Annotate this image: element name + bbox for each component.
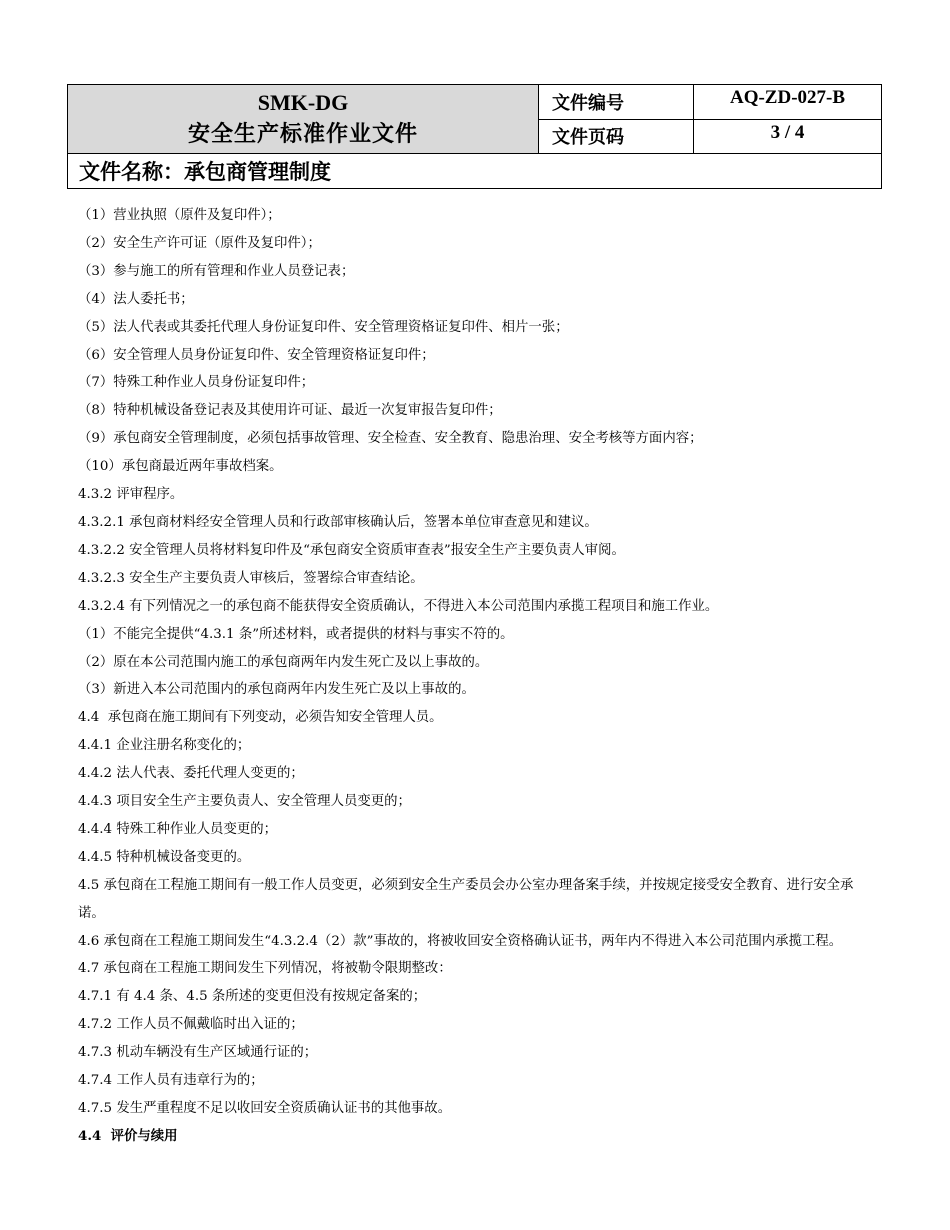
body-line: （1）营业执照（原件及复印件）； [78, 208, 281, 223]
body-line: （9）承包商安全管理制度，必须包括事故管理、安全检查、安全教育、隐患治理、安全考核等方面内容； [78, 431, 703, 447]
section-heading: 4.4 评价与续用 [78, 1127, 178, 1144]
body-line: （2）原在本公司范围内施工的承包商两年内发生死亡及以上事故的。 [78, 654, 489, 670]
body-line: 4.4 承包商在施工期间有下列变动，必须告知安全管理人员。 [78, 710, 443, 726]
body-line: （8）特种机械设备登记表及其使用许可证、最近一次复审报告复印件； [78, 403, 502, 419]
body-line: 4.7.1 有 4.4 条、4.5 条所述的变更但没有按规定备案的； [78, 989, 427, 1005]
doc-number-label: 文件编号 [539, 85, 694, 120]
body-line: 4.3.2 评审程序。 [78, 487, 184, 503]
doc-number-value: AQ-ZD-027-B [694, 85, 882, 120]
body-line: （3）新进入本公司范围内的承包商两年内发生死亡及以上事故的。 [78, 682, 475, 698]
body-line: 4.5 承包商在工程施工期间有一般工作人员变更，必须到安全生产委员会办公室办理备案手续，并按规定接受安全教育、进行安全承诺。 [78, 877, 854, 921]
body-line: 4.3.2.4 有下列情况之一的承包商不能获得安全资质确认，不得进入本公司范围内承揽工程项目和施工作业。 [78, 598, 719, 614]
body-line: （2）安全生产许可证（原件及复印件）； [78, 235, 321, 251]
body-line: （6）安全管理人员身份证复印件、安全管理资格证复印件； [78, 347, 435, 363]
body-line: （7）特殊工种作业人员身份证复印件； [78, 375, 315, 391]
body-line: 4.7 承包商在工程施工期间发生下列情况，将被勒令限期整改： [78, 961, 452, 977]
org-name: SMK-DG [257, 90, 349, 115]
document-header-table [67, 84, 882, 189]
body-line: 4.4.3 项目安全生产主要负责人、安全管理人员变更的； [78, 794, 411, 810]
body-line: 4.4.4 特殊工种作业人员变更的； [78, 821, 278, 837]
body-line: 4.6 承包商在工程施工期间发生“4.3.2.4（2）款”事故的，将被收回安全资格确认证书，两年内不得进入本公司范围内承揽工程。 [78, 933, 843, 949]
body-line: 4.3.2.1 承包商材料经安全管理人员和行政部审核确认后，签署本单位审查意见和建议。 [78, 514, 598, 530]
body-line: 4.4.1 企业注册名称变化的； [78, 738, 251, 754]
body-line: 4.3.2.3 安全生产主要负责人审核后，签署综合审查结论。 [78, 570, 424, 586]
body-line: （1）不能完全提供“4.3.1 条”所述材料，或者提供的材料与事实不符的。 [78, 626, 514, 642]
body-line: 4.4.5 特种机械设备变更的。 [78, 849, 251, 865]
body-line: 4.7.2 工作人员不佩戴临时出入证的； [78, 1017, 304, 1033]
document-body [78, 202, 878, 1151]
body-line: 4.7.5 发生严重程度不足以收回安全资质确认证书的其他事故。 [78, 1101, 452, 1116]
body-line: 4.4.2 法人代表、委托代理人变更的； [78, 766, 304, 782]
body-line: （3）参与施工的所有管理和作业人员登记表； [78, 263, 355, 279]
body-line: 4.7.3 机动车辆没有生产区域通行证的； [78, 1045, 318, 1061]
page-label: 文件页码 [539, 119, 694, 154]
body-line: （5）法人代表或其委托代理人身份证复印件、安全管理资格证复印件、相片一张； [78, 319, 569, 335]
body-line: 4.7.4 工作人员有违章行为的； [78, 1073, 264, 1089]
body-line: 4.3.2.2 安全管理人员将材料复印件及“承包商安全资质审查表”报安全生产主要负责人审阅。 [78, 542, 625, 558]
page-value: 3 / 4 [694, 119, 882, 154]
file-name: 文件名称：承包商管理制度 [68, 154, 882, 189]
body-line: （10）承包商最近两年事故档案。 [78, 459, 283, 475]
body-line: （4）法人委托书； [78, 291, 194, 307]
title-block [68, 85, 539, 154]
doc-type: 安全生产标准作业文件 [187, 121, 418, 147]
